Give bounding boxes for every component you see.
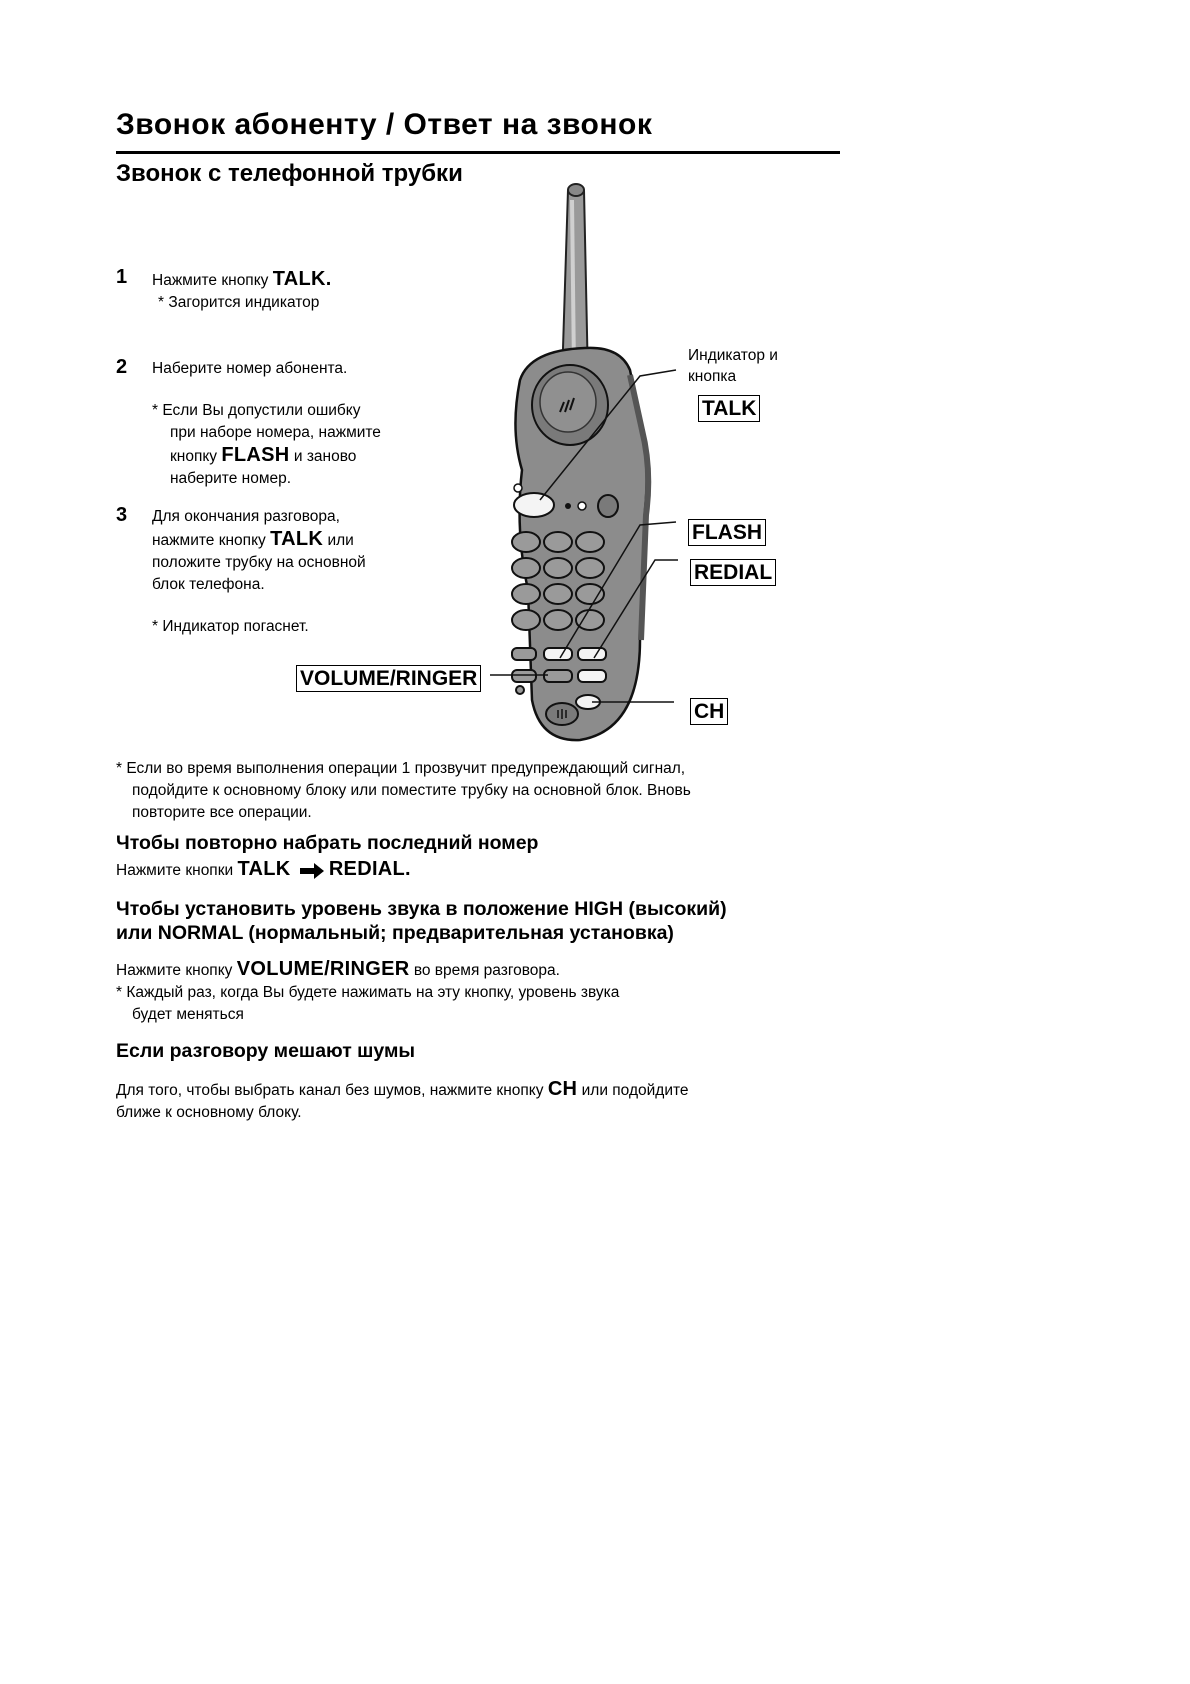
flash-label: FLASH: [688, 519, 766, 546]
footnote-line-3: повторите все операции.: [132, 804, 312, 821]
step-1-number: 1: [116, 266, 128, 288]
step-1-instruction: Нажмите кнопку: [152, 272, 273, 289]
redial-talk-key: TALK: [237, 858, 291, 880]
volume-heading-line-2: или NORMAL (нормальный; предварительная установка): [116, 922, 674, 944]
ch-label: CH: [690, 698, 728, 725]
redial-redial-key: REDIAL.: [328, 858, 411, 880]
indicator-callout-line-2: кнопка: [688, 368, 737, 385]
title-divider: [116, 151, 840, 154]
step-3-line-2: [152, 528, 354, 552]
step-3-line-1: Для окончания разговора,: [152, 508, 340, 525]
step-3-line-4: блок телефона.: [152, 576, 265, 593]
step-1-key: TALK.: [272, 268, 332, 290]
volume-ringer-label: VOLUME/RINGER: [296, 665, 481, 692]
redial-instruction: [116, 858, 411, 882]
step-2-note-pre: кнопку: [170, 448, 222, 465]
volume-instruction-pre: Нажмите кнопку: [116, 962, 237, 979]
step-3-note: * Индикатор погаснет.: [152, 618, 309, 635]
step-2-note-post: и заново: [289, 448, 357, 465]
noise-instruction-line-1: [116, 1078, 689, 1102]
talk-label: TALK: [698, 395, 760, 422]
footnote-line-1: * Если во время выполнения операции 1 прозвучит предупреждающий сигнал,: [116, 760, 686, 777]
step-2-instruction: Наберите номер абонента.: [152, 360, 348, 377]
arrow-right-icon: [299, 863, 325, 879]
earpiece-icon: [532, 365, 608, 445]
noise-heading: Если разговору мешают шумы: [116, 1040, 416, 1062]
step-2-note-line-3: [170, 444, 356, 468]
footnote-line-2: подойдите к основному блоку или поместите трубку на основной блок. Вновь: [132, 782, 691, 799]
page-subtitle: Звонок с телефонной трубки: [116, 160, 463, 187]
volume-note-line-1: * Каждый раз, когда Вы будете нажимать на эту кнопку, уровень звука: [116, 984, 620, 1001]
volume-note-line-2: будет меняться: [132, 1006, 244, 1023]
redial-instruction-pre: Нажмите кнопки: [116, 862, 238, 879]
step-1-text: [152, 268, 332, 292]
volume-instruction: [116, 958, 560, 982]
redial-heading: Чтобы повторно набрать последний номер: [116, 832, 539, 854]
step-2-note-line-4: наберите номер.: [170, 470, 292, 487]
step-2-note-line-1: * Если Вы допустили ошибку: [152, 402, 361, 419]
step-2-flash-key: FLASH: [221, 444, 290, 466]
noise-instruction-post: или подойдите: [577, 1082, 689, 1099]
noise-ch-key: CH: [547, 1078, 578, 1100]
step-1-note: * Загорится индикатор: [158, 294, 320, 311]
volume-ringer-key: VOLUME/RINGER: [236, 958, 410, 980]
step-3-number: 3: [116, 504, 128, 526]
step-2-note-line-2: при наборе номера, нажмите: [170, 424, 381, 441]
step-3-line-2-pre: нажмите кнопку: [152, 532, 271, 549]
volume-instruction-post: во время разговора.: [409, 962, 560, 979]
volume-heading-line-1: Чтобы установить уровень звука в положение HIGH (высокий): [116, 898, 727, 920]
page-title: Звонок абоненту / Ответ на звонок: [116, 108, 653, 141]
step-3-line-2-post: или: [323, 532, 354, 549]
noise-instruction-pre: Для того, чтобы выбрать канал без шумов, нажмите кнопку: [116, 1082, 548, 1099]
step-3-line-3: положите трубку на основной: [152, 554, 366, 571]
indicator-callout-line-1: Индикатор и: [688, 347, 778, 364]
step-3-talk-key: TALK: [270, 528, 324, 550]
noise-instruction-line-2: ближе к основному блоку.: [116, 1104, 302, 1121]
microphone-icon: [546, 703, 578, 725]
handset-illustration: [490, 170, 850, 760]
redial-label: REDIAL: [690, 559, 776, 586]
step-2-number: 2: [116, 356, 128, 378]
